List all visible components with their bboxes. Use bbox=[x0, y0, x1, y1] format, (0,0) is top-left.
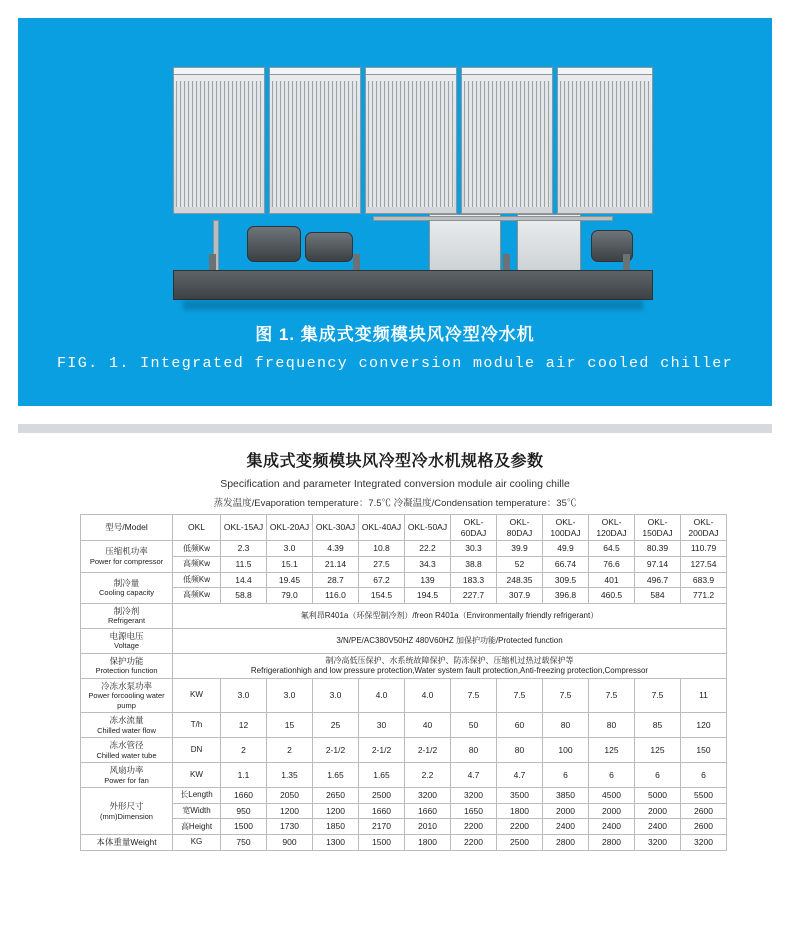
cell: 15.1 bbox=[267, 556, 313, 572]
cell: 3500 bbox=[497, 788, 543, 804]
cell: 460.5 bbox=[589, 588, 635, 604]
cell: 7.5 bbox=[635, 678, 681, 712]
cell: 80 bbox=[543, 713, 589, 738]
row-unit: KW bbox=[173, 763, 221, 788]
cell: 27.5 bbox=[359, 556, 405, 572]
cell: 2000 bbox=[635, 803, 681, 819]
row-label-protection bbox=[81, 653, 173, 678]
cell: 125 bbox=[635, 738, 681, 763]
cell: 4.7 bbox=[497, 763, 543, 788]
cell: 750 bbox=[221, 835, 267, 851]
cell: 40 bbox=[405, 713, 451, 738]
cell: 496.7 bbox=[635, 572, 681, 588]
cell: 4.0 bbox=[405, 678, 451, 712]
condenser-coil-3 bbox=[365, 74, 457, 214]
header-model-2: OKL-20AJ bbox=[267, 515, 313, 541]
cell: 52 bbox=[497, 556, 543, 572]
figure-caption-cn: 图 1. 集成式变频模块风冷型冷水机 bbox=[255, 325, 535, 344]
chiller-product-photo bbox=[18, 36, 772, 316]
table-row bbox=[81, 653, 727, 678]
cell: 30 bbox=[359, 713, 405, 738]
spec-table bbox=[80, 514, 727, 851]
header-model-4: OKL-40AJ bbox=[359, 515, 405, 541]
cell: 2 bbox=[221, 738, 267, 763]
row-label-cn: 风扇功率 bbox=[109, 765, 144, 776]
hero-banner bbox=[18, 18, 772, 406]
cell: 1800 bbox=[497, 803, 543, 819]
spec-table-wrapper bbox=[80, 514, 719, 851]
cell: 2400 bbox=[635, 819, 681, 835]
table-row bbox=[81, 628, 727, 653]
cell: 150 bbox=[681, 738, 727, 763]
cell: 100 bbox=[543, 738, 589, 763]
cell: 3200 bbox=[405, 788, 451, 804]
cell: 1500 bbox=[359, 835, 405, 851]
cell: 14.4 bbox=[221, 572, 267, 588]
cell: 7.5 bbox=[543, 678, 589, 712]
row-label-en: Protection function bbox=[95, 666, 158, 676]
condenser-coil-5 bbox=[557, 74, 653, 214]
row-unit: KW bbox=[173, 678, 221, 712]
cell: 4.39 bbox=[313, 541, 359, 557]
protection-value bbox=[173, 653, 727, 678]
cell: 3850 bbox=[543, 788, 589, 804]
header-model-11: OKL-200DAJ bbox=[681, 515, 727, 541]
cell: 1.1 bbox=[221, 763, 267, 788]
row-label-voltage bbox=[81, 628, 173, 653]
table-row bbox=[81, 588, 727, 604]
row-label-en: Power forcooling water pump bbox=[88, 691, 165, 710]
figure-caption-en: FIG. 1. Integrated frequency conversion module air cooled chiller bbox=[56, 355, 734, 372]
row-label-cn: 外形尺寸 bbox=[109, 801, 144, 812]
table-row bbox=[81, 572, 727, 588]
cell: 900 bbox=[267, 835, 313, 851]
cell: 3.0 bbox=[267, 541, 313, 557]
cell: 3200 bbox=[635, 835, 681, 851]
row-unit: 高频Kw bbox=[173, 556, 221, 572]
pipe-header bbox=[373, 216, 613, 221]
cell: 2400 bbox=[543, 819, 589, 835]
cell: 12 bbox=[221, 713, 267, 738]
cell: 1300 bbox=[313, 835, 359, 851]
cell: 97.14 bbox=[635, 556, 681, 572]
cell: 183.3 bbox=[451, 572, 497, 588]
compressor-2 bbox=[305, 232, 353, 262]
cell: 1.35 bbox=[267, 763, 313, 788]
cell: 2500 bbox=[359, 788, 405, 804]
row-label-weight bbox=[81, 835, 173, 851]
cell: 2600 bbox=[681, 819, 727, 835]
cell: 2600 bbox=[681, 803, 727, 819]
row-unit: 低频Kw bbox=[173, 572, 221, 588]
cell: 3200 bbox=[451, 788, 497, 804]
figure-caption bbox=[18, 320, 772, 372]
chiller-illustration bbox=[173, 74, 653, 314]
protection-value-cn: 制冷高低压保护、水系统故障保护、防冻保护、压缩机过热过载保护等 bbox=[325, 655, 574, 665]
cell: 2010 bbox=[405, 819, 451, 835]
cell: 11 bbox=[681, 678, 727, 712]
cell: 19.45 bbox=[267, 572, 313, 588]
row-label-en: Cooling capacity bbox=[98, 588, 155, 598]
cell: 1660 bbox=[221, 788, 267, 804]
cell: 1660 bbox=[359, 803, 405, 819]
cell: 2200 bbox=[497, 819, 543, 835]
row-label-cn: 冻水流量 bbox=[109, 715, 144, 726]
cell: 4.0 bbox=[359, 678, 405, 712]
cell: 15 bbox=[267, 713, 313, 738]
cell: 28.7 bbox=[313, 572, 359, 588]
cell: 6 bbox=[635, 763, 681, 788]
header-model-6: OKL-60DAJ bbox=[451, 515, 497, 541]
row-label-pump-power bbox=[81, 678, 173, 712]
cell: 7.5 bbox=[497, 678, 543, 712]
cell: 2-1/2 bbox=[313, 738, 359, 763]
row-unit: 高频Kw bbox=[173, 588, 221, 604]
cell: 1730 bbox=[267, 819, 313, 835]
row-label-compressor-power bbox=[81, 541, 173, 572]
row-label-en: Chilled water tube bbox=[96, 750, 157, 760]
machine-box-2 bbox=[517, 214, 581, 272]
cell: 58.8 bbox=[221, 588, 267, 604]
row-label-fan-power bbox=[81, 763, 173, 788]
row-unit: 宽Width bbox=[173, 803, 221, 819]
protection-value-en: Refrigerationhigh and low pressure protection,Water system fault protection,Anti-freezing protection,Compressor bbox=[250, 665, 649, 675]
header-model-3: OKL-30AJ bbox=[313, 515, 359, 541]
header-model-9: OKL-120DAJ bbox=[589, 515, 635, 541]
row-label-cn: 制冷量 bbox=[113, 577, 140, 588]
cell: 2050 bbox=[267, 788, 313, 804]
cell: 3.0 bbox=[267, 678, 313, 712]
row-label-refrigerant bbox=[81, 603, 173, 628]
cell: 79.0 bbox=[267, 588, 313, 604]
table-row bbox=[81, 603, 727, 628]
cell: 110.79 bbox=[681, 541, 727, 557]
row-label-cn: 保护功能 bbox=[109, 655, 144, 666]
row-unit: 低频Kw bbox=[173, 541, 221, 557]
control-panel-box bbox=[429, 214, 501, 272]
header-model-10: OKL-150DAJ bbox=[635, 515, 681, 541]
cell: 7.5 bbox=[589, 678, 635, 712]
table-row bbox=[81, 803, 727, 819]
cell: 85 bbox=[635, 713, 681, 738]
cell: 3200 bbox=[681, 835, 727, 851]
header-model-7: OKL-80DAJ bbox=[497, 515, 543, 541]
cell: 25 bbox=[313, 713, 359, 738]
row-label-cooling-capacity bbox=[81, 572, 173, 603]
voltage-value: 3/N/PE/AC380V50HZ 480V60HZ 加保护功能/Protected function bbox=[173, 628, 727, 653]
hero-underbar bbox=[18, 424, 772, 433]
table-row bbox=[81, 738, 727, 763]
cell: 30.3 bbox=[451, 541, 497, 557]
row-label-en: Voltage bbox=[113, 641, 140, 651]
header-model-1: OKL-15AJ bbox=[221, 515, 267, 541]
cell: 3.0 bbox=[221, 678, 267, 712]
cell: 80 bbox=[497, 738, 543, 763]
cell: 1200 bbox=[313, 803, 359, 819]
cell: 2800 bbox=[543, 835, 589, 851]
table-row bbox=[81, 678, 727, 712]
cell: 6 bbox=[681, 763, 727, 788]
cell: 1660 bbox=[405, 803, 451, 819]
row-label-cn: 冷冻水泵功率 bbox=[100, 680, 152, 691]
cell: 2400 bbox=[589, 819, 635, 835]
table-row bbox=[81, 763, 727, 788]
cell: 34.3 bbox=[405, 556, 451, 572]
cell: 584 bbox=[635, 588, 681, 604]
table-header-row bbox=[81, 515, 727, 541]
table-row bbox=[81, 556, 727, 572]
cell: 76.6 bbox=[589, 556, 635, 572]
cell: 248.35 bbox=[497, 572, 543, 588]
cell: 194.5 bbox=[405, 588, 451, 604]
row-label-cn: 本体重量Weight bbox=[96, 837, 157, 847]
header-model-8: OKL-100DAJ bbox=[543, 515, 589, 541]
cell: 1.65 bbox=[313, 763, 359, 788]
cell: 66.74 bbox=[543, 556, 589, 572]
condenser-coil-1 bbox=[173, 74, 265, 214]
row-label-dimension bbox=[81, 788, 173, 835]
table-row bbox=[81, 541, 727, 557]
cell: 6 bbox=[589, 763, 635, 788]
row-label-en: (mm)Dimension bbox=[100, 811, 153, 821]
cell: 307.9 bbox=[497, 588, 543, 604]
cell: 1200 bbox=[267, 803, 313, 819]
refrigerant-value: 氟利昂R401a（环保型制冷剂）/freon R401a（Environmentally friendly refrigerant） bbox=[173, 603, 727, 628]
cell: 2500 bbox=[497, 835, 543, 851]
cell: 80.39 bbox=[635, 541, 681, 557]
cell: 401 bbox=[589, 572, 635, 588]
spec-title-cn: 集成式变频模块风冷型冷水机规格及参数 bbox=[246, 453, 544, 470]
cell: 2.2 bbox=[405, 763, 451, 788]
table-row bbox=[81, 835, 727, 851]
cell: 154.5 bbox=[359, 588, 405, 604]
cell: 11.5 bbox=[221, 556, 267, 572]
base-frame bbox=[173, 270, 653, 300]
row-unit: DN bbox=[173, 738, 221, 763]
row-unit: 高Height bbox=[173, 819, 221, 835]
cell: 127.54 bbox=[681, 556, 727, 572]
condenser-coil-4 bbox=[461, 74, 553, 214]
cell: 2.3 bbox=[221, 541, 267, 557]
row-unit: KG bbox=[173, 835, 221, 851]
cell: 60 bbox=[497, 713, 543, 738]
cell: 309.5 bbox=[543, 572, 589, 588]
header-label: 型号/Model bbox=[81, 515, 173, 541]
cell: 2200 bbox=[451, 835, 497, 851]
cell: 950 bbox=[221, 803, 267, 819]
cell: 1800 bbox=[405, 835, 451, 851]
cell: 39.9 bbox=[497, 541, 543, 557]
cell: 1.65 bbox=[359, 763, 405, 788]
header-unit: OKL bbox=[173, 515, 221, 541]
cell: 2 bbox=[267, 738, 313, 763]
cell: 139 bbox=[405, 572, 451, 588]
cell: 120 bbox=[681, 713, 727, 738]
spec-conditions: 蒸发温度/Evaporation temperature：7.5℃ 冷凝温度/Condensation temperature：35℃ bbox=[213, 498, 577, 509]
cell: 80 bbox=[589, 713, 635, 738]
table-row bbox=[81, 788, 727, 804]
row-label-chilled-water-tube bbox=[81, 738, 173, 763]
cell: 4.7 bbox=[451, 763, 497, 788]
cell: 2800 bbox=[589, 835, 635, 851]
cell: 683.9 bbox=[681, 572, 727, 588]
cell: 1500 bbox=[221, 819, 267, 835]
row-label-cn: 制冷剂 bbox=[113, 605, 140, 616]
cell: 49.9 bbox=[543, 541, 589, 557]
cell: 21.14 bbox=[313, 556, 359, 572]
cell: 3.0 bbox=[313, 678, 359, 712]
section-titles bbox=[0, 448, 790, 509]
cell: 2200 bbox=[451, 819, 497, 835]
spec-title-en: Specification and parameter Integrated conversion module air cooling chille bbox=[220, 478, 570, 490]
condenser-coil-2 bbox=[269, 74, 361, 214]
cell: 64.5 bbox=[589, 541, 635, 557]
row-label-en: Refrigerant bbox=[107, 616, 146, 626]
header-model-5: OKL-50AJ bbox=[405, 515, 451, 541]
cell: 10.8 bbox=[359, 541, 405, 557]
cell: 2-1/2 bbox=[359, 738, 405, 763]
row-label-en: Power for fan bbox=[104, 775, 149, 785]
cell: 50 bbox=[451, 713, 497, 738]
cell: 80 bbox=[451, 738, 497, 763]
cell: 67.2 bbox=[359, 572, 405, 588]
cell: 38.8 bbox=[451, 556, 497, 572]
cell: 4500 bbox=[589, 788, 635, 804]
table-row bbox=[81, 713, 727, 738]
row-label-cn: 电源电压 bbox=[109, 630, 144, 641]
row-label-cn: 冻水管径 bbox=[109, 740, 144, 751]
row-unit: 长Length bbox=[173, 788, 221, 804]
cell: 7.5 bbox=[451, 678, 497, 712]
cell: 227.7 bbox=[451, 588, 497, 604]
row-label-cn: 压缩机功率 bbox=[105, 546, 148, 557]
compressor-1 bbox=[247, 226, 301, 262]
cell: 2-1/2 bbox=[405, 738, 451, 763]
cell: 125 bbox=[589, 738, 635, 763]
table-row bbox=[81, 819, 727, 835]
row-label-en: Chilled water flow bbox=[97, 725, 156, 735]
cell: 116.0 bbox=[313, 588, 359, 604]
cell: 6 bbox=[543, 763, 589, 788]
cell: 5000 bbox=[635, 788, 681, 804]
cell: 2000 bbox=[589, 803, 635, 819]
cell: 5500 bbox=[681, 788, 727, 804]
page bbox=[0, 18, 790, 928]
drop-shadow bbox=[183, 300, 643, 310]
row-label-en: Power for compressor bbox=[89, 557, 164, 566]
cell: 2650 bbox=[313, 788, 359, 804]
cell: 396.8 bbox=[543, 588, 589, 604]
cell: 2000 bbox=[543, 803, 589, 819]
row-unit: T/h bbox=[173, 713, 221, 738]
cell: 771.2 bbox=[681, 588, 727, 604]
row-label-chilled-water-flow bbox=[81, 713, 173, 738]
cell: 1650 bbox=[451, 803, 497, 819]
cell: 1850 bbox=[313, 819, 359, 835]
cell: 2170 bbox=[359, 819, 405, 835]
cell: 22.2 bbox=[405, 541, 451, 557]
